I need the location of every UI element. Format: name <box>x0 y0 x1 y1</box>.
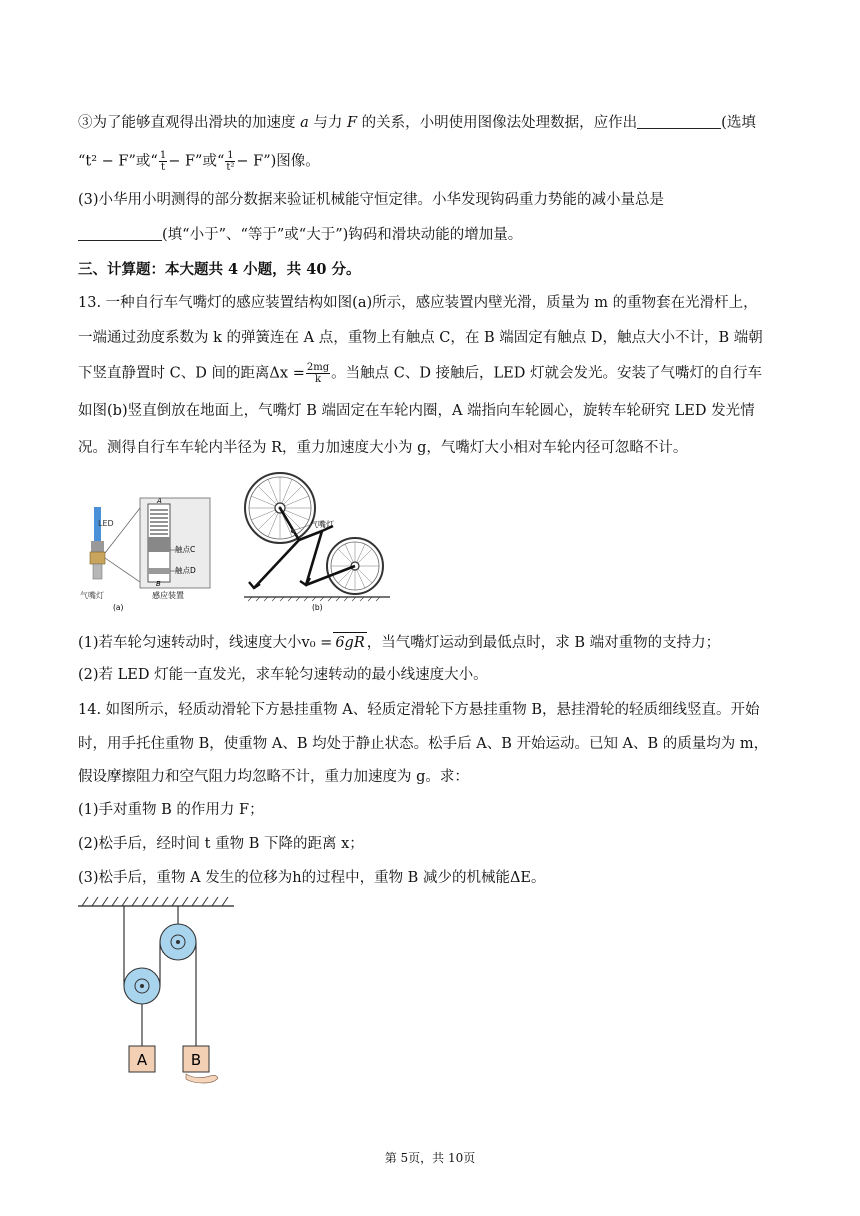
q13-line2: 一端通过劲度系数为 k 的弹簧连在 A 点，重物上有触点 C，在 B 端固定有触点 D，触点大小不计，B 端朝 <box>78 330 763 346</box>
block-a-label: A <box>136 1051 148 1069</box>
spring <box>150 510 168 534</box>
q13-line5: 况。测得自行车车轮内半径为 R，重力加速度大小为 g，气嘴灯大小相对车轮内径可忽略不计。 <box>78 440 688 456</box>
figure-14-pulley <box>78 894 240 1084</box>
q12-part4-line1: (3)小华用小明测得的部分数据来验证机械能守恒定律。小华发现钩码重力势能的减小量总是 <box>78 192 665 208</box>
q13-line1: 13. 一种自行车气嘴灯的感应装置结构如图(a)所示，感应装置内壁光滑，质量为 m 的重物套在光滑杆上， <box>78 295 758 311</box>
answer-blank <box>637 114 721 129</box>
q14-line2: 时，用手托住重物 B，使重物 A、B 均处于静止状态。松手后 A、B 开始运动。已知 A、B 的质量均为 m， <box>78 736 769 752</box>
q14-sub3: (3)松手后，重物 A 发生的位移为h的过程中，重物 B 减少的机械能ΔE。 <box>78 870 546 886</box>
point-a-label: A <box>157 497 162 505</box>
callout-line-lower <box>105 558 140 582</box>
callout-line-upper <box>105 508 140 553</box>
point-b-label: B <box>156 580 161 588</box>
q12-part3-line2: “t² − F”或“ $\frac{1}{t}$ − F”或“ $\frac{1}{\text{t²}}$ − F”)图像。 <box>78 150 320 173</box>
led-cap <box>91 541 104 552</box>
led-label: LED <box>98 519 114 528</box>
figure-13 <box>74 470 394 616</box>
q14-sub2: (2)松手后，经时间 t 重物 B 下降的距离 x； <box>78 836 364 852</box>
nozzle-light-marker <box>291 529 295 533</box>
page-footer: 第 5页，共 10页 <box>384 1151 476 1165</box>
answer-blank <box>78 226 162 241</box>
contact-d-label: 触点D <box>175 566 196 575</box>
figure-b-label: (b) <box>312 603 323 612</box>
figure-a-label: (a) <box>113 603 124 612</box>
nozzle-light-label-b: 气嘴灯 <box>310 520 334 529</box>
sensor-label: 感应装置 <box>152 591 184 600</box>
q14-sub1: (1)手对重物 B 的作用力 F； <box>78 802 264 818</box>
q13-line4: 如图(b)竖直倒放在地面上，气嘴灯 B 端固定在车轮内圈，A 端指向车轮圆心，旋转车轮研究 LED 发光情 <box>78 403 755 419</box>
contact-c-label: 触点C <box>175 545 196 554</box>
weight-block <box>148 537 170 552</box>
q14-line1: 14. 如图所示，轻质动滑轮下方悬挂重物 A、轻质定滑轮下方悬挂重物 B，悬挂滑轮的轻质细线竖直。开始 <box>78 702 760 718</box>
valve-nut <box>90 552 105 564</box>
q12-part3-line1: ③为了能够直观得出滑块的加速度 a 与力 F 的关系，小明使用图像法处理数据，应作出 (选填 <box>78 115 756 131</box>
q12-part4-line2: (填“小于”、“等于”或“大于”)钩码和滑块动能的增加量。 <box>78 225 784 245</box>
q13-sub2: (2)若 LED 灯能一直发光，求车轮匀速转动的最小线速度大小。 <box>78 667 488 683</box>
q13-sub1: (1)若车轮匀速转动时，线速度大小v₀ = 6gR ，当气嘴灯运动到最低点时，求 B 端对重物的支持力； <box>78 632 784 653</box>
hand <box>186 1074 218 1083</box>
q14-line3: 假设摩擦阻力和空气阻力均忽略不计，重力加速度为 g。求： <box>78 769 469 785</box>
valve-stem <box>93 564 102 579</box>
contact-d-plate <box>148 568 170 574</box>
q13-line3: 下竖直静置时 C、D 间的距离Δx = $\frac{2mg}{k}$ 。当触点 C、D 接触后，LED 灯就会发光。安装了气嘴灯的自行车 <box>78 362 762 385</box>
block-b-label: B <box>190 1051 202 1069</box>
bicycle-diagram <box>244 473 390 612</box>
section-title: 三、计算题：本大题共 4 小题，共 40 分。 <box>78 261 361 278</box>
ceiling-hatch <box>82 897 228 906</box>
nozzle-light-label: 气嘴灯 <box>80 591 104 600</box>
